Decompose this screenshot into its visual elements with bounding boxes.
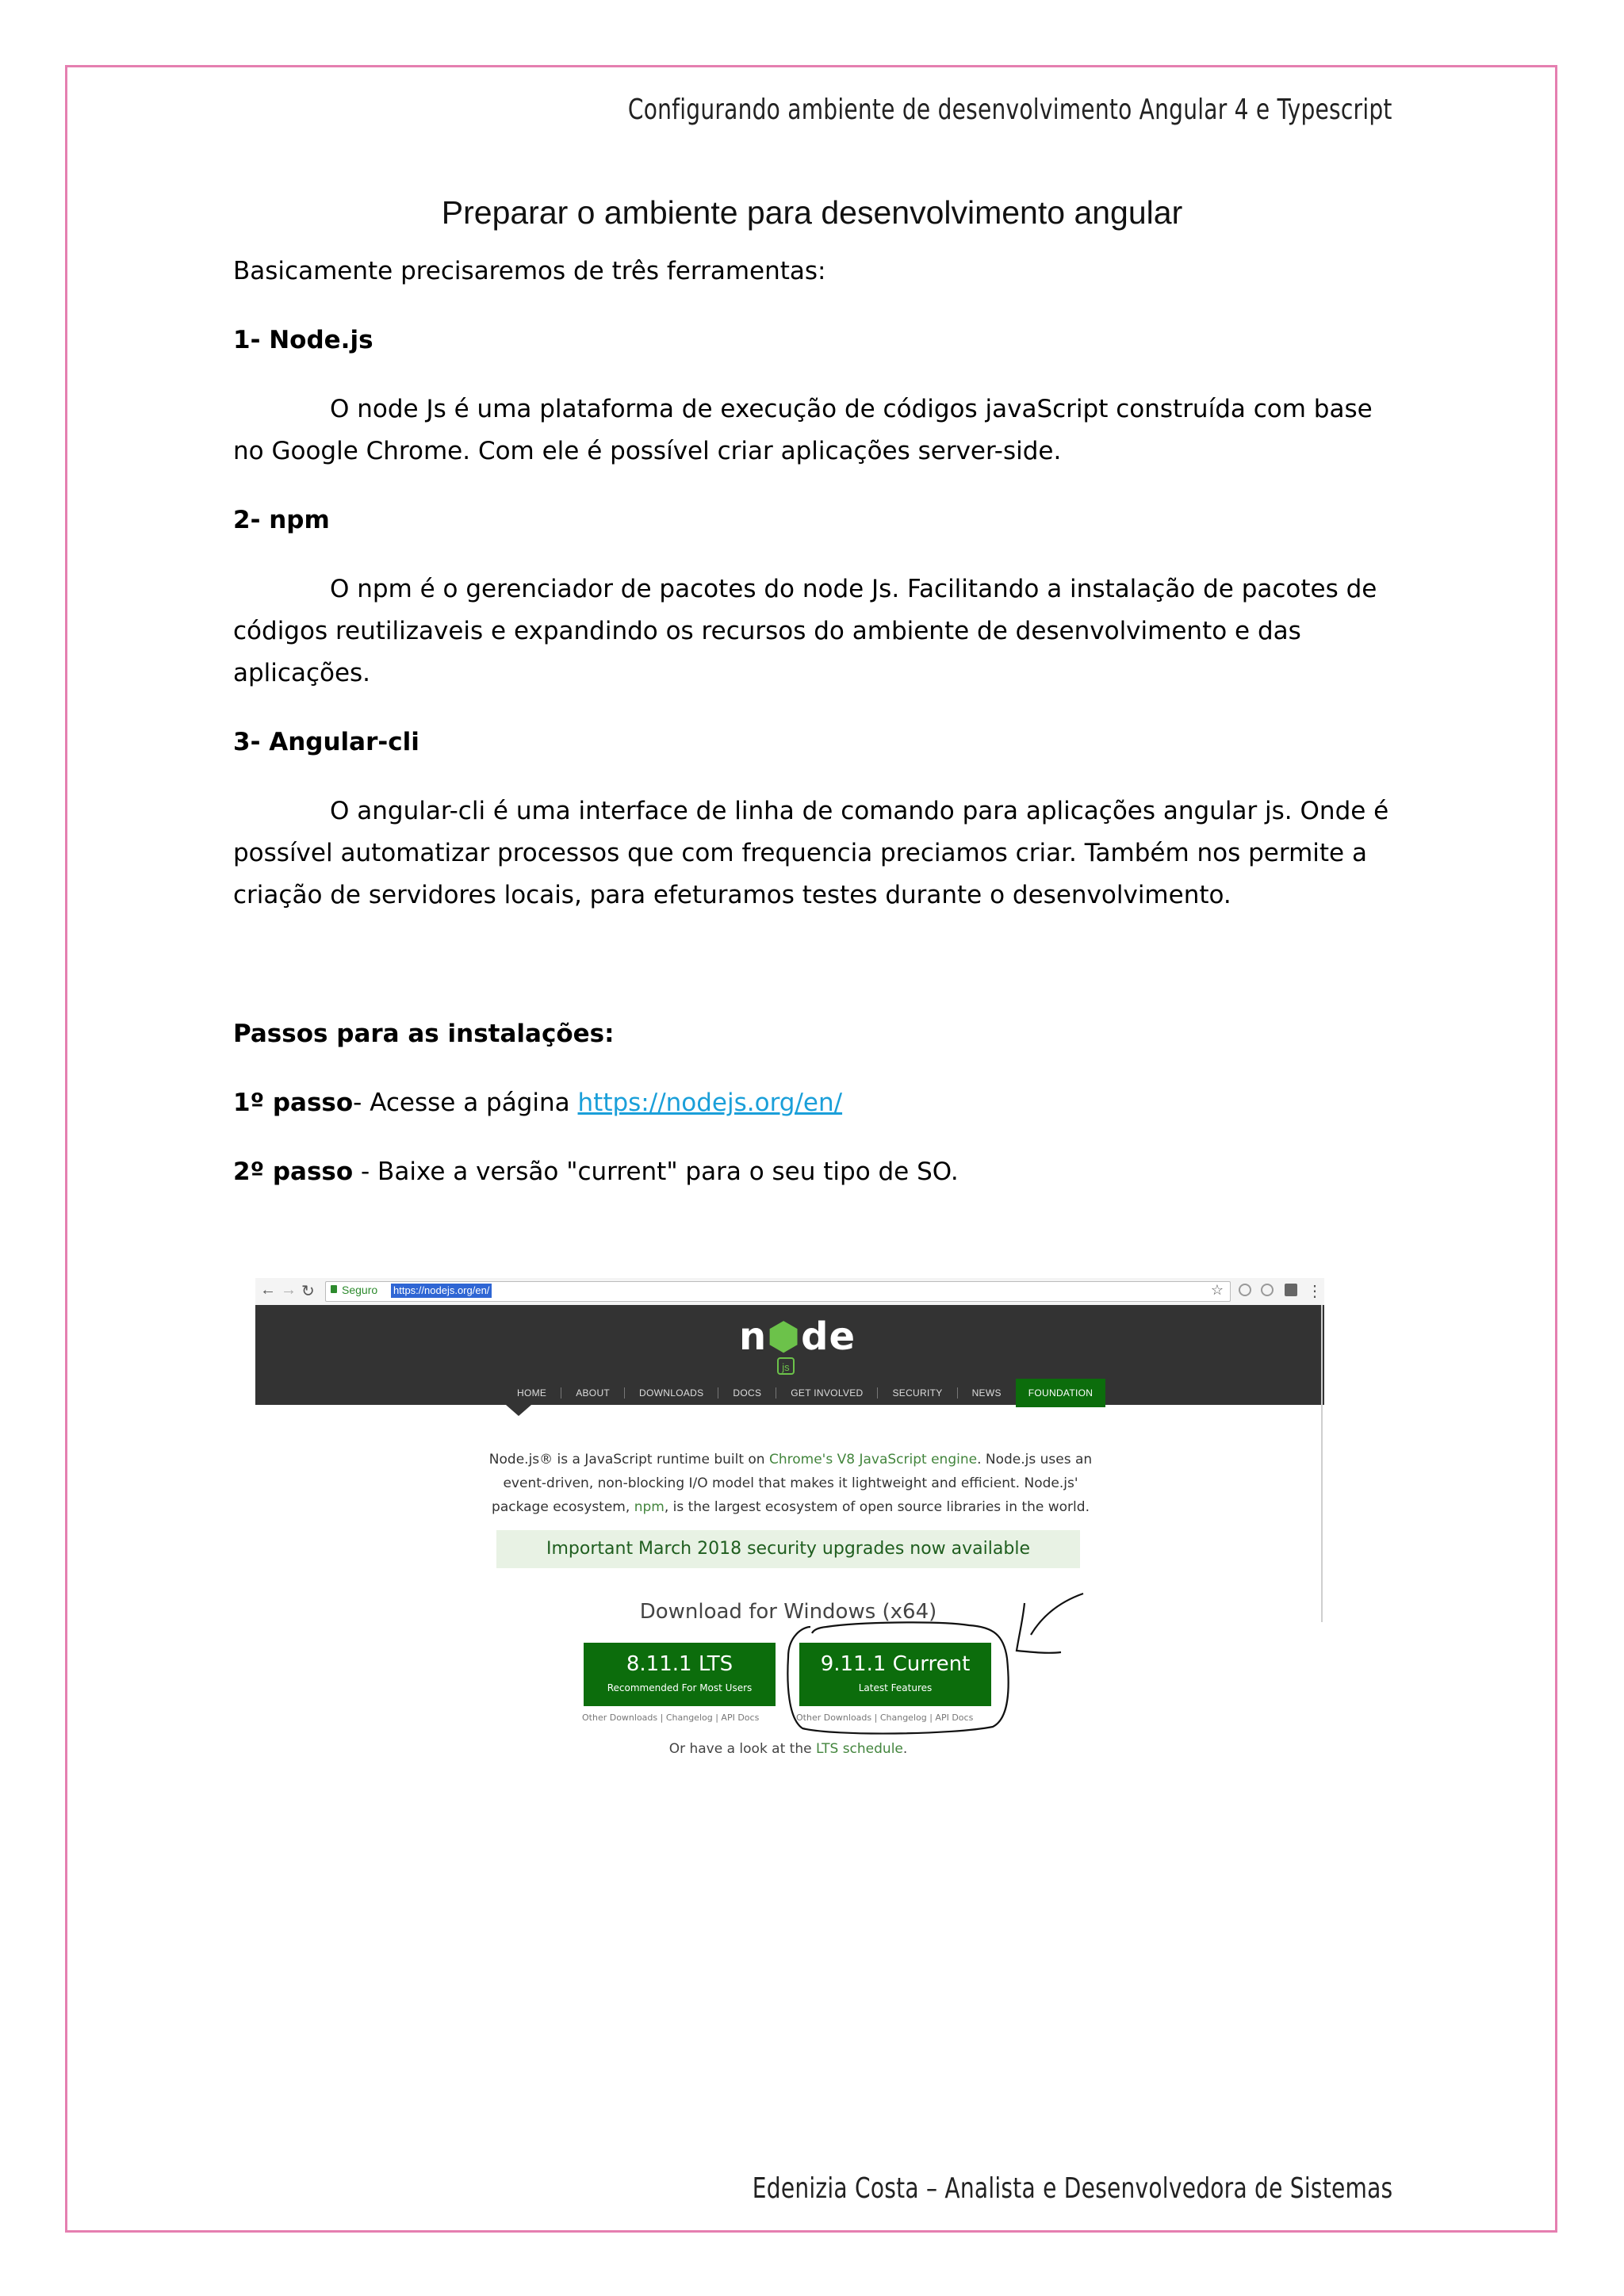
logo-letters: de xyxy=(801,1314,856,1359)
secure-label: Seguro xyxy=(342,1284,378,1296)
v8-link[interactable]: Chrome's V8 JavaScript engine xyxy=(769,1452,978,1468)
intro-text: , is the largest ecosystem of open source libraries in the world. xyxy=(664,1499,1090,1515)
logo-letter: n xyxy=(739,1314,768,1359)
back-arrow-icon[interactable]: ← xyxy=(260,1281,276,1299)
logo-hex-icon: ⬢ xyxy=(767,1314,802,1359)
nodejs-description: O node Js é uma plataforma de execução de códigos javaScript construída com base no Google Chrome. Com ele é possível criar aplicações server-side. xyxy=(233,395,1373,465)
current-version: 9.11.1 Current xyxy=(820,1652,971,1676)
npm-description: O npm é o gerenciador de pacotes do node Js. Facilitando a instalação de pacotes de códigos reutilizaveis e expandindo os recursos do ambiente de desenvolvimento e das aplicações. xyxy=(233,575,1377,687)
section-heading-nodejs: 1- Node.js xyxy=(233,326,373,354)
schedule-text: Or have a look at the xyxy=(668,1741,816,1757)
lts-subtitle: Recommended For Most Users xyxy=(607,1682,753,1693)
step-2 xyxy=(233,1151,1391,1193)
nav-item-get-involved[interactable]: GET INVOLVED xyxy=(776,1387,878,1399)
spacer xyxy=(233,943,1391,1013)
reload-icon[interactable]: ↻ xyxy=(301,1283,315,1300)
nodejs-link[interactable]: https://nodejs.org/en/ xyxy=(577,1089,843,1117)
nav-item-about[interactable]: ABOUT xyxy=(561,1387,625,1399)
steps-heading: Passos para as instalações: xyxy=(233,1020,615,1048)
handdrawn-arrowhead xyxy=(1017,1603,1061,1653)
nav-item-downloads[interactable]: DOWNLOADS xyxy=(625,1387,718,1399)
schedule-end: . xyxy=(902,1741,908,1757)
star-icon[interactable]: ☆ xyxy=(1210,1282,1224,1298)
running-footer: Edenizia Costa – Analista e Desenvolvedora de Sistemas xyxy=(752,2172,1392,2205)
step-1-label: 1º passo xyxy=(233,1089,354,1117)
handdrawn-circle xyxy=(787,1622,1008,1733)
nav-item-security[interactable]: SECURITY xyxy=(878,1387,957,1399)
lts-sub-links[interactable]: Other Downloads | Changelog | API Docs xyxy=(582,1712,760,1723)
nav-item-home[interactable]: HOME xyxy=(503,1387,561,1399)
section-heading-angular-cli: 3- Angular-cli xyxy=(233,728,419,756)
menu-icon[interactable]: ⋮ xyxy=(1307,1283,1323,1300)
handdrawn-arrow xyxy=(1031,1594,1083,1635)
intro-text: . Node.js uses an event-driven, non-blocking I/O model that makes it lightweight and efficient. Node.js' package ecosystem, xyxy=(492,1452,1093,1515)
js-badge: js xyxy=(777,1357,795,1375)
security-banner[interactable]: Important March 2018 security upgrades now available xyxy=(496,1530,1080,1568)
document-body xyxy=(233,189,1391,1220)
running-header: Configurando ambiente de desenvolvimento Angular 4 e Typescript xyxy=(628,94,1392,126)
current-sub-links[interactable]: Other Downloads | Changelog | API Docs xyxy=(796,1712,974,1723)
nodejs-screenshot xyxy=(255,1278,1324,1793)
handdrawn-annotation xyxy=(255,1278,1324,1793)
current-subtitle: Latest Features xyxy=(858,1682,933,1693)
nav-item-docs[interactable]: DOCS xyxy=(718,1387,776,1399)
npm-link[interactable]: npm xyxy=(634,1499,665,1515)
step-2-text: - Baixe a versão "current" para o seu tipo de SO. xyxy=(353,1158,959,1186)
intro-text: Node.js® is a JavaScript runtime built on xyxy=(488,1452,769,1468)
download-title: Download for Windows (x64) xyxy=(639,1600,937,1624)
nav-item-foundation[interactable]: FOUNDATION xyxy=(1016,1379,1105,1407)
document-title: Preparar o ambiente para desenvolvimento angular xyxy=(441,194,1183,231)
lts-version: 8.11.1 LTS xyxy=(626,1652,733,1676)
step-1-text: - Acesse a página xyxy=(353,1089,578,1117)
intro-paragraph: Basicamente precisaremos de três ferramentas: xyxy=(233,257,826,285)
step-1 xyxy=(233,1082,1391,1124)
forward-arrow-icon[interactable]: → xyxy=(281,1281,297,1299)
angular-cli-description: O angular-cli é uma interface de linha de comando para aplicações angular js. Onde é possível automatizar processos que com frequencia preciamos criar. Também nos permite a criação de servidores locais, para efeturamos testes durante o desenvolvimento. xyxy=(233,797,1389,909)
lts-schedule-link[interactable]: LTS schedule xyxy=(815,1741,903,1757)
nav-item-news[interactable]: NEWS xyxy=(971,1387,1002,1399)
step-2-label: 2º passo xyxy=(233,1158,354,1186)
url-text[interactable]: https://nodejs.org/en/ xyxy=(391,1284,492,1298)
section-heading-npm: 2- npm xyxy=(233,506,330,534)
